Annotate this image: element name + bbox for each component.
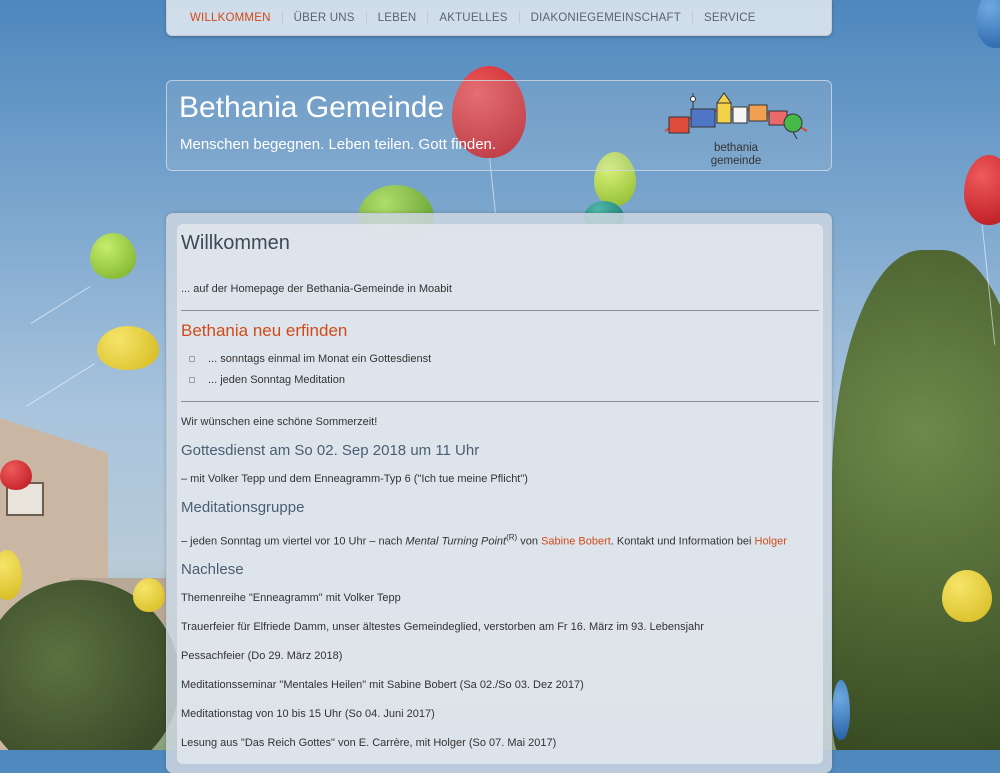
- balloon-red-right: [964, 155, 1000, 225]
- service-title: Gottesdienst am So 02. Sep 2018 um 11 Uhr: [181, 442, 480, 459]
- list-item-text: ... jeden Sonntag Meditation: [208, 374, 345, 386]
- tree-right: [832, 250, 1000, 750]
- section-title-neu-erfinden: Bethania neu erfinden: [181, 321, 348, 340]
- list-item-text: ... sonntags einmal im Monat ein Gottesdienst: [208, 353, 432, 365]
- meditation-text-mid: . Kontakt und Information bei: [610, 535, 755, 548]
- nachlese-item[interactable]: Trauerfeier für Elfriede Damm, unser ältestes Gemeindeglied, verstorben am Fr 16. März im 93. Lebensjahr: [181, 621, 704, 633]
- nachlese-item[interactable]: Meditationstag von 10 bis 15 Uhr (So 04. Juni 2017): [181, 708, 435, 720]
- nachlese-item[interactable]: Meditationsseminar "Mentales Heilen" mit Sabine Bobert (Sa 02./So 03. Dez 2017): [181, 679, 584, 691]
- site-header: [166, 80, 832, 171]
- bullet-icon: [189, 356, 195, 362]
- meditation-title: Meditationsgruppe: [181, 499, 305, 516]
- balloon-yellow-bottom: [133, 578, 165, 612]
- balloon-red-left: [0, 460, 32, 490]
- bethania-logo[interactable]: [661, 91, 811, 169]
- nachlese-item[interactable]: Lesung aus "Das Reich Gottes" von E. Carrère, mit Holger (So 07. Mai 2017): [181, 737, 557, 749]
- bullet-icon: [189, 377, 195, 383]
- logo-text-line2: gemeinde: [710, 155, 762, 167]
- list-item: [189, 353, 431, 365]
- registered-mark: (R): [506, 533, 518, 542]
- link-sabine-bobert[interactable]: Sabine Bobert: [541, 535, 611, 548]
- main-content: [177, 224, 823, 764]
- nav-item-ueber-uns[interactable]: ÜBER UNS: [293, 11, 355, 24]
- nachlese-item[interactable]: Pessachfeier (Do 29. März 2018): [181, 650, 343, 662]
- logo-text-line1: bethania: [713, 142, 759, 154]
- site-slogan: Menschen begegnen. Leben teilen. Gott finden.: [180, 136, 497, 153]
- nav-item-aktuelles[interactable]: AKTUELLES: [439, 11, 508, 24]
- service-text: – mit Volker Tepp und dem Enneagramm-Typ 6 ("Ich tue meine Pflicht"): [181, 473, 528, 485]
- nav-item-service[interactable]: SERVICE: [703, 11, 756, 24]
- link-holger[interactable]: Holger: [754, 535, 787, 548]
- balloon-blue-bottom-right: [832, 680, 850, 740]
- divider: [181, 401, 819, 402]
- list-item: [189, 374, 345, 386]
- summer-text: Wir wünschen eine schöne Sommerzeit!: [181, 416, 378, 428]
- nachlese-item[interactable]: Themenreihe "Enneagramm" mit Volker Tepp: [181, 592, 401, 604]
- balloon-blue-top-right: [976, 0, 1000, 48]
- meditation-text-pre: – jeden Sonntag um viertel vor 10 Uhr – nach: [181, 535, 406, 548]
- nav-item-willkommen[interactable]: WILLKOMMEN: [190, 11, 271, 24]
- nav-item-diakoniegemeinschaft[interactable]: DIAKONIEGEMEINSCHAFT: [530, 11, 681, 24]
- nachlese-title: Nachlese: [181, 561, 244, 578]
- balloon-green-left: [90, 233, 136, 279]
- meditation-method: Mental Turning Point: [405, 535, 507, 548]
- balloon-string: [26, 363, 94, 406]
- balloon-string: [31, 286, 91, 324]
- divider: [181, 310, 819, 311]
- nav-item-leben[interactable]: LEBEN: [377, 11, 417, 24]
- page-title: Willkommen: [181, 232, 290, 254]
- balloon-yellow-left: [97, 326, 159, 370]
- main-navigation: [166, 0, 832, 36]
- balloon-yellow-right: [942, 570, 992, 622]
- site-title[interactable]: Bethania Gemeinde: [179, 91, 445, 124]
- meditation-text: [181, 533, 787, 548]
- intro-text: ... auf der Homepage der Bethania-Gemeinde in Moabit: [181, 283, 452, 295]
- logo-skyline-icon: [661, 91, 811, 141]
- content-frame: [166, 213, 832, 773]
- meditation-text-von: von: [517, 535, 542, 548]
